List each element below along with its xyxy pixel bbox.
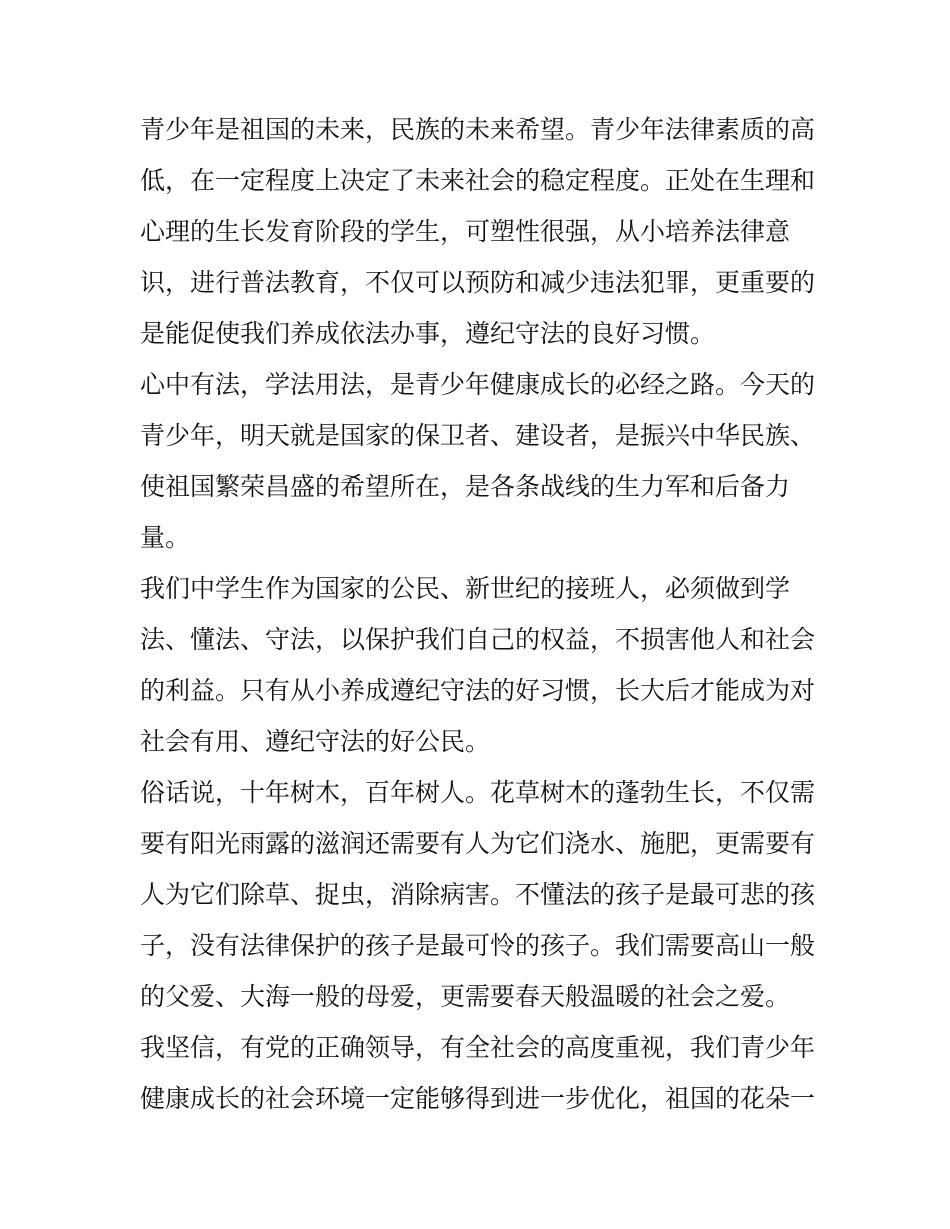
text-line: 识，进行普法教育，不仅可以预防和减少违法犯罪，更重要的: [140, 268, 816, 297]
document-body: [140, 104, 816, 1124]
text-line: 量。: [140, 523, 191, 552]
text-line: 健康成长的社会环境一定能够得到进一步优化，祖国的花朵一: [140, 1084, 816, 1113]
text-line: 子，没有法律保护的孩子是最可怜的孩子。我们需要高山一般: [140, 931, 816, 960]
text-line: 使祖国繁荣昌盛的希望所在，是各条战线的生力军和后备力: [140, 472, 791, 501]
text-line: 人为它们除草、捉虫，消除病害。不懂法的孩子是最可悲的孩: [140, 880, 816, 909]
text-line: 心理的生长发育阶段的学生，可塑性很强，从小培养法律意: [140, 217, 791, 246]
text-line: 法、懂法、守法，以保护我们自己的权益，不损害他人和社会: [140, 625, 816, 654]
text-line: 我坚信，有党的正确领导，有全社会的高度重视，我们青少年: [140, 1033, 816, 1062]
text-line: 社会有用、遵纪守法的好公民。: [140, 727, 491, 756]
text-line: 的父爱、大海一般的母爱，更需要春天般温暖的社会之爱。: [140, 982, 791, 1011]
text-line: 我们中学生作为国家的公民、新世纪的接班人，必须做到学: [140, 574, 791, 603]
text-line: 青少年，明天就是国家的保卫者、建设者，是振兴中华民族、: [140, 421, 816, 450]
text-line: 是能促使我们养成依法办事，遵纪守法的良好习惯。: [140, 319, 716, 348]
text-line: 低，在一定程度上决定了未来社会的稳定程度。正处在生理和: [140, 166, 816, 195]
text-line: 心中有法，学法用法，是青少年健康成长的必经之路。今天的: [140, 370, 816, 399]
text-line: 青少年是祖国的未来，民族的未来希望。青少年法律素质的高: [140, 115, 816, 144]
text-line: 俗话说，十年树木，百年树人。花草树木的蓬勃生长，不仅需: [140, 778, 816, 807]
text-line: 的利益。只有从小养成遵纪守法的好习惯，长大后才能成为对: [140, 676, 816, 705]
text-line: 要有阳光雨露的滋润还需要有人为它们浇水、施肥，更需要有: [140, 829, 816, 858]
